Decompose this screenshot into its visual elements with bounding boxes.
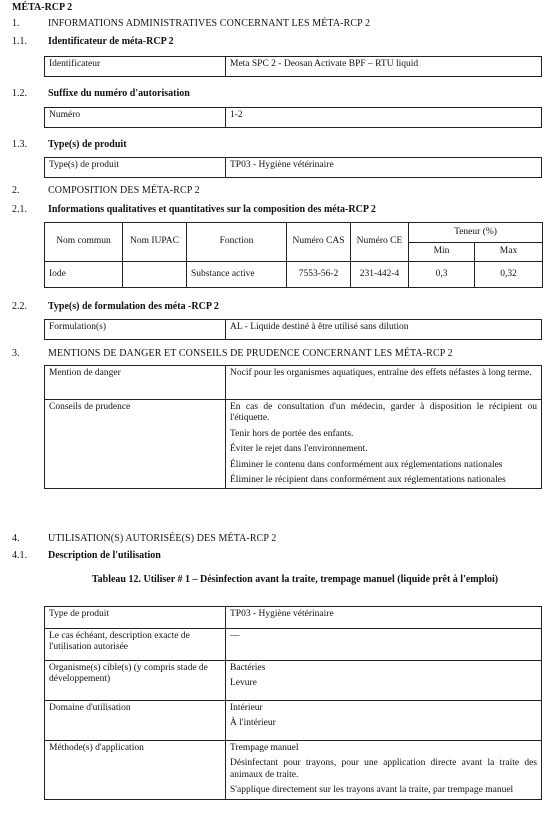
composition-table [44,222,543,288]
section-2-1-title: Informations qualitatives et quantitatives sur la composition des méta-RCP 2 [48,204,376,215]
section-1-title: INFORMATIONS ADMINISTRATIVES CONCERNANT LES MÉTA-RCP 2 [48,18,371,29]
use-description-value: — [226,629,542,661]
table-row [45,262,543,288]
use-method-label: Méthode(s) d'application [45,741,226,800]
header-max: Max [475,243,543,262]
section-2-2-title: Type(s) de formulation des méta -RCP 2 [48,301,219,312]
section-4-number: 4. [12,533,20,544]
section-1-1-title: Identificateur de méta-RCP 2 [48,36,174,47]
conseils-label: Conseils de prudence [45,400,226,489]
section-1-3-number: 1.3. [12,139,27,150]
section-4-1-title: Description de l'utilisation [48,550,161,561]
number-label: Numéro [45,108,226,128]
list-item: Éliminer le récipient dans conformément aux réglementations nationales [230,474,506,485]
header-numero-cas: Numéro CAS [287,223,351,262]
cell-nom-commun: Iode [45,262,123,288]
use-domain-values [226,701,542,741]
formulation-value: AL - Liquide destiné à être utilisé sans dilution [226,320,542,340]
table-caption: Tableau 12. Utiliser # 1 – Désinfection avant la traite, trempage manuel (liquide prêt à l'emploi) [91,574,499,585]
product-type-label: Type(s) de produit [45,158,226,178]
cell-nom-iupac [123,262,187,288]
use-domain-label: Domaine d'utilisation [45,701,226,741]
section-2-title: COMPOSITION DES MÉTA-RCP 2 [48,185,200,196]
section-1-number: 1. [12,18,20,29]
use-table [44,606,542,800]
list-item: Intérieur [230,703,263,713]
number-table [44,107,542,128]
section-3-number: 3. [12,348,20,359]
identifier-label: Identificateur [45,57,226,77]
header-fonction: Fonction [187,223,287,262]
list-item: Désinfectant pour trayons, pour une application directe avant la traite des animaux de traite. [230,758,537,780]
section-4-title: UTILISATION(S) AUTORISÉE(S) DES MÉTA-RCP 2 [48,533,277,544]
section-1-2-number: 1.2. [12,88,27,99]
header-nom-commun: Nom commun [45,223,123,262]
section-2-1-number: 2.1. [12,204,27,215]
hazard-table [44,365,542,489]
conseils-values [226,400,542,489]
header-nom-iupac: Nom IUPAC [123,223,187,262]
list-item: Bactéries [230,663,266,673]
section-2-2-number: 2.2. [12,301,27,312]
section-1-2-title: Suffixe du numéro d'autorisation [48,88,190,99]
section-1-1-number: 1.1. [12,36,27,47]
use-method-values [226,741,542,800]
section-2-number: 2. [12,185,20,196]
use-type-label: Type de produit [45,607,226,629]
product-type-table [44,157,542,178]
use-description-label: Le cas échéant, description exacte de l'utilisation autorisée [45,629,226,661]
identifier-value: Meta SPC 2 - Deosan Activate BPF – RTU liquid [226,57,542,77]
use-organisms-values [226,661,542,701]
danger-label: Mention de danger [45,366,226,400]
section-4-1-number: 4.1. [12,550,27,561]
header-numero-ce: Numéro CE [351,223,409,262]
formulation-label: Formulation(s) [45,320,226,340]
list-item: Tenir hors de portée des enfants. [230,428,354,439]
section-1-3-title: Type(s) de produit [48,139,127,150]
list-item: À l'intérieur [230,718,276,729]
cell-fonction: Substance active [187,262,287,288]
formulation-table [44,319,542,340]
use-organisms-label: Organisme(s) cible(s) (y compris stade de développement) [45,661,226,701]
header-teneur: Teneur (%) [409,223,543,243]
section-3-title: MENTIONS DE DANGER ET CONSEILS DE PRUDENCE CONCERNANT LES MÉTA-RCP 2 [48,348,453,359]
list-item: S'applique directement sur les trayons avant la traite, par trempage manuel [230,785,514,796]
use-type-value: TP03 - Hygiène vétérinaire [226,607,542,629]
list-item: Levure [230,678,257,689]
identifier-table [44,56,542,77]
list-item: Éviter le rejet dans l'environnement. [230,444,368,455]
list-item: Trempage manuel [230,743,299,753]
list-item: En cas de consultation d'un médecin, garder à disposition le récipient ou l'étiquette. [230,402,537,424]
cell-min: 0,3 [409,262,475,288]
cell-numero-cas: 7553-56-2 [287,262,351,288]
product-type-value: TP03 - Hygiène vétérinaire [226,158,542,178]
danger-value: Nocif pour les organismes aquatiques, entraîne des effets néfastes à long terme. [226,366,542,400]
doc-title: MÉTA-RCP 2 [12,2,73,13]
header-min: Min [409,243,475,262]
list-item: Éliminer le contenu dans conformément aux réglementations nationales [230,459,503,470]
cell-numero-ce: 231-442-4 [351,262,409,288]
number-value: 1-2 [226,108,542,128]
cell-max: 0,32 [475,262,543,288]
